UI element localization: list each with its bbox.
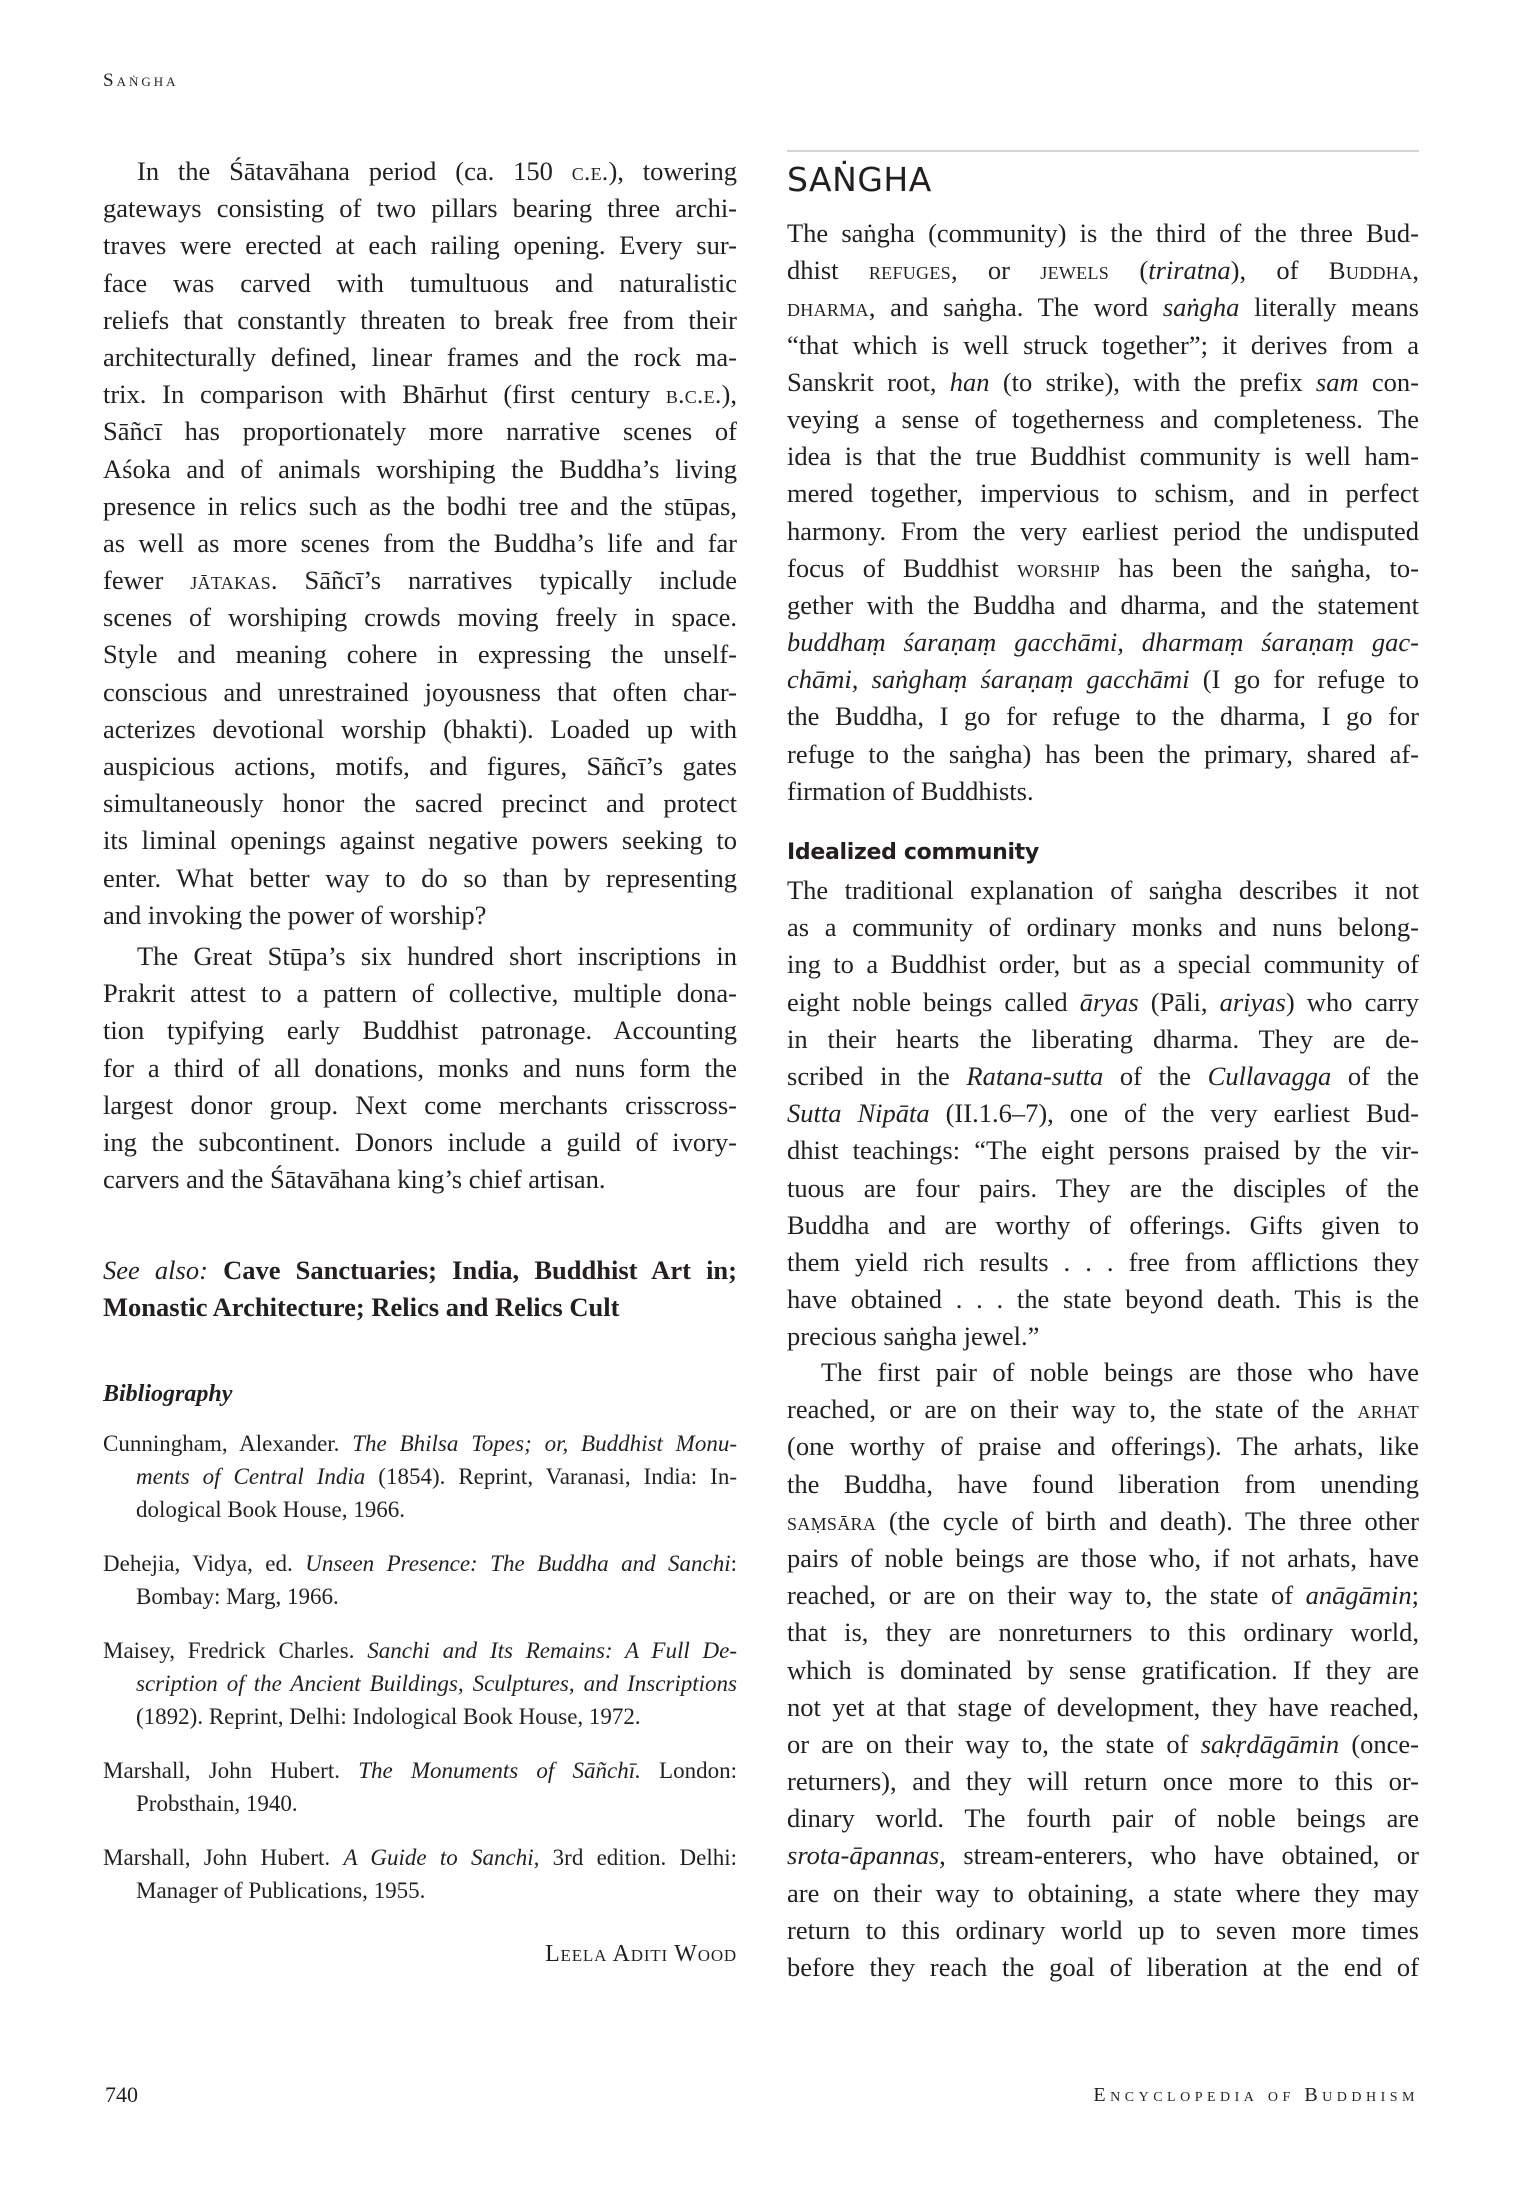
text-line: scribed in the Ratana-sutta of the Cullavagga of the [787,1060,1420,1091]
text-line: reached, or are on their way to, the state of anāgāmin; [787,1580,1419,1611]
text-line: The Great Stūpa’s six hundred short inscriptions in [137,941,737,971]
text-line: the Buddha, have found liberation from unending [787,1468,1419,1499]
author-byline: Leela Aditi Wood [545,1941,737,1967]
text-line: (one worthy of praise and offerings). The arhats, like [787,1431,1419,1462]
text-line: its liminal openings against negative powers seeking to [103,825,737,856]
bibliography-entry [103,1754,737,1820]
text-line: The first pair of noble beings are those who have [821,1357,1419,1387]
text-line: tion typifying early Buddhist patronage. Accounting [103,1015,737,1046]
text-line: buddhaṃ śaraṇaṃ gacchāmi, dharmaṃ śaraṇaṃ gac- [787,627,1419,658]
text-line: in their hearts the liberating dharma. They are de- [787,1023,1419,1054]
text-line: enter. What better way to do so than by representing [103,862,737,893]
text-line: or are on their way to, the state of sakṛdāgāmin (once- [787,1728,1419,1759]
text-line: Sanskrit root, han (to strike), with the prefix sam con- [787,366,1419,397]
text-line: chāmi, saṅghaṃ śaraṇaṃ gacchāmi (I go for refuge to [787,664,1419,695]
text-line: face was carved with tumultuous and naturalistic [103,267,737,298]
entry-divider-rule [787,150,1419,152]
text-line: refuge to the saṅgha) has been the primary, shared af- [787,738,1419,769]
text-line: In the Śātavāhana period (ca. 150 c.e.), towering [137,156,737,186]
text-line: for a third of all donations, monks and nuns form the [103,1052,737,1083]
text-line: dharma, and saṅgha. The word saṅgha literally means [787,292,1419,323]
text-line: as a community of ordinary monks and nuns belong- [787,912,1419,943]
text-line: eight noble beings called āryas (Pāli, ariyas) who carry [787,986,1419,1017]
text-line: Sutta Nipāta (II.1.6–7), one of the very earliest Bud- [787,1098,1419,1129]
text-line: auspicious actions, motifs, and figures, Sāñcī’s gates [103,751,737,781]
text-line: tuous are four pairs. They are the disciples of the [787,1172,1419,1203]
bibliography-entry [103,1427,737,1526]
bibliography-heading: Bibliography [103,1381,233,1407]
text-line: dinary world. The fourth pair of noble beings are [787,1803,1419,1834]
text-line: returners), and they will return once more to this or- [787,1766,1419,1797]
text-line: Dehejia, Vidya, ed. Unseen Presence: The Buddha and Sanchi: [103,1551,737,1576]
bibliography-list [103,1427,737,1907]
text-line: Aśoka and of animals worshiping the Buddha’s living [103,453,737,484]
text-line: that is, they are nonreturners to this ordinary world, [787,1617,1419,1648]
text-line: pairs of noble beings are those who, if not arhats, have [787,1542,1419,1573]
text-line: not yet at that stage of development, they have reached, [787,1691,1419,1722]
text-line: as well as more scenes from the Buddha’s life and far [103,527,737,558]
text-line: Style and meaning cohere in expressing the unself- [103,639,737,670]
text-line: ments of Central India (1854). Reprint, Varanasi, India: In- [136,1464,737,1489]
text-line: reached, or are on their way to, the state of the arhat [787,1394,1419,1425]
text-line: ing to a Buddhist order, but as a special community of [787,949,1419,980]
text-line: firmation of Buddhists. [787,775,1034,806]
text-line: The saṅgha (community) is the third of the three Bud- [787,218,1419,248]
text-line: Manager of Publications, 1955. [136,1878,426,1903]
text-line: carvers and the Śātavāhana king’s chief artisan. [103,1164,606,1195]
text-line: idea is that the true Buddhist community is well ham- [787,441,1419,472]
text-line: acterizes devotional worship (bhakti). Loaded up with [103,713,737,744]
text-line: traves were erected at each railing opening. Every sur- [103,230,737,261]
text-line: are on their way to obtaining, a state where they may [787,1877,1419,1908]
text-line: reliefs that constantly threaten to break free from their [103,304,737,335]
text-line: precious saṅgha jewel.” [787,1321,1040,1352]
idealized-paragraph-2 [787,1354,1419,1986]
bibliography-entry [103,1547,737,1613]
subheading-idealized-community: Idealized community [787,840,1039,865]
text-line: mered together, impervious to schism, and in perfect [787,478,1419,509]
text-line: dhist teachings: “The eight persons praised by the vir- [787,1135,1419,1166]
left-column-paragraph-1 [103,153,737,934]
text-line: “that which is well struck together”; it derives from a [787,329,1419,360]
text-line: gether with the Buddha and dharma, and the statement [787,589,1419,620]
entry-title: SAṄGHA [787,160,932,199]
text-line: conscious and unrestrained joyousness that often char- [103,676,737,707]
text-line: Cunningham, Alexander. The Bhilsa Topes; or, Buddhist Monu- [103,1431,738,1456]
text-line: architecturally defined, linear frames and the rock ma- [103,341,737,372]
text-line: harmony. From the very earliest period the undisputed [787,515,1419,546]
bibliography-entry [103,1841,737,1907]
text-line: ing the subcontinent. Donors include a guild of ivory- [103,1126,737,1157]
text-line: Marshall, John Hubert. A Guide to Sanchi, 3rd edition. Delhi: [103,1845,738,1870]
text-line: and invoking the power of worship? [103,899,487,930]
idealized-paragraph-1 [787,872,1419,1355]
text-line: the Buddha, I go for refuge to the dharma, I go for [787,701,1419,732]
text-line: them yield rich results . . . free from afflictions they [787,1246,1419,1277]
text-line: return to this ordinary world up to seven more times [787,1914,1419,1945]
text-line: largest donor group. Next come merchants crisscross- [103,1089,737,1120]
left-column-paragraph-2 [103,938,737,1198]
text-line: Bombay: Marg, 1966. [136,1584,339,1609]
text-line: The traditional explanation of saṅgha describes it not [787,875,1419,905]
text-line: Prakrit attest to a pattern of collective, multiple dona- [103,978,737,1009]
bibliography-entry [103,1634,737,1733]
text-line: before they reach the goal of liberation at the end of [787,1952,1419,1982]
text-line: Marshall, John Hubert. The Monuments of Sāñchī. London: [103,1758,737,1783]
text-line: presence in relics such as the bodhi tree and the stūpas, [103,490,737,521]
text-line: See also: Cave Sanctuaries; India, Buddhist Art in; [103,1255,737,1285]
text-line: srota-āpannas, stream-enterers, who have obtained, or [787,1840,1419,1871]
text-line: Monastic Architecture; Relics and Relics Cult [103,1292,620,1323]
running-head: Saṅgha [103,70,179,91]
text-line: scenes of worshiping crowds moving freely in space. [103,602,737,633]
text-line: veying a sense of togetherness and completeness. The [787,403,1419,434]
see-also [103,1252,737,1326]
text-line: saṃsāra (the cycle of birth and death). The three other [787,1505,1419,1536]
intro-paragraph [787,215,1419,810]
text-line: fewer jātakas. Sāñcī’s narratives typically include [103,565,738,596]
text-line: dhist refuges, or jewels (triratna), of Buddha, [787,255,1419,286]
page-number: 740 [105,2082,138,2107]
text-line: focus of Buddhist worship has been the saṅgha, to- [787,552,1419,583]
text-line: trix. In comparison with Bhārhut (first century b.c.e.), [103,379,737,410]
text-line: (1892). Reprint, Delhi: Indological Book House, 1972. [136,1704,641,1729]
text-line: Probsthain, 1940. [136,1791,298,1816]
text-line: scription of the Ancient Buildings, Sculptures, and Inscriptions [136,1671,737,1696]
text-line: Buddha and are worthy of offerings. Gifts given to [787,1209,1419,1240]
text-line: dological Book House, 1966. [136,1497,405,1522]
text-line: Maisey, Fredrick Charles. Sanchi and Its Remains: A Full De- [103,1638,737,1663]
text-line: Sāñcī has proportionately more narrative scenes of [103,416,737,447]
publication-title: Encyclopedia of Buddhism [1093,2084,1419,2106]
text-line: have obtained . . . the state beyond death. This is the [787,1284,1419,1315]
text-line: gateways consisting of two pillars bearing three archi- [103,193,737,224]
text-line: simultaneously honor the sacred precinct and protect [103,788,737,819]
text-line: which is dominated by sense gratification. If they are [787,1654,1419,1685]
